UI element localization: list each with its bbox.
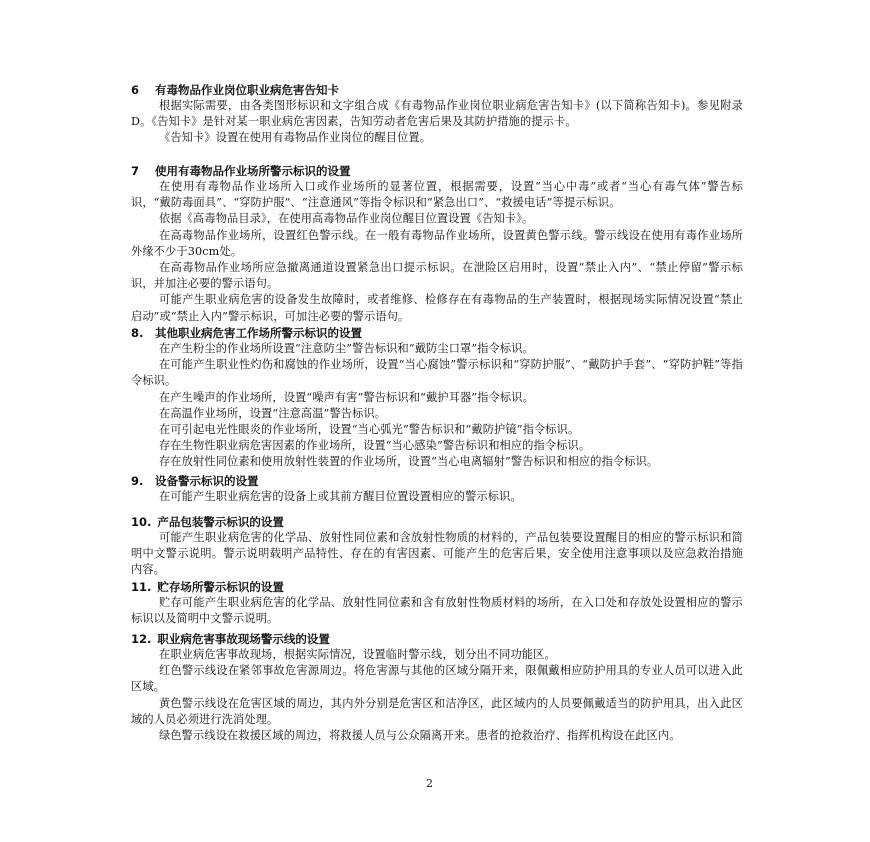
- section-heading: [131, 579, 743, 595]
- paragraph: 红色警示线设在紧邻事故危害源周边。将危害源与其他的区域分隔开来，限佩戴相应防护用具的专业人员可以进入此区域。: [131, 664, 743, 694]
- section-number: 9.: [131, 474, 144, 488]
- section-7: [131, 163, 743, 325]
- section-heading: [131, 325, 743, 341]
- section-6: [131, 82, 743, 147]
- paragraph: 在可能产生职业性灼伤和腐蚀的作业场所，设置“当心腐蚀”警示标识和“穿防护服”、“戴防护手套”、“穿防护鞋”等指令标识。: [131, 358, 743, 388]
- paragraph: 在产生粉尘的作业场所设置“注意防尘”警告标识和“戴防尘口罩”指令标识。: [159, 342, 534, 355]
- paragraph: 根据实际需要，由各类图形标识和文字组合成《有毒物品作业岗位职业病危害告知卡》(以下简称告知卡)。参见附录D。《告知卡》是针对某一职业病危害因素，告知劳动者危害后果及其防护措施的提示卡。: [131, 99, 743, 129]
- page-number: 2: [426, 777, 433, 790]
- paragraph: 可能产生职业病危害的化学品、放射性同位素和含放射性物质的材料的，产品包装要设置醒目的相应的警示标识和简明中文警示说明。警示说明载明产品特性、存在的有害因素、可能产生的危害后果，安全使用注意事项以及应急救治措施内容。: [131, 531, 743, 577]
- paragraph: 在产生噪声的作业场所，设置“噪声有害”警告标识和“戴护耳器”指令标识。: [159, 390, 534, 404]
- section-number: 12.: [131, 632, 152, 646]
- section-heading: [131, 473, 743, 489]
- section-title: 产品包装警示标识的设置: [157, 515, 284, 529]
- section-title: 使用有毒物品作业场所警示标识的设置: [155, 164, 351, 178]
- section-number: 7: [131, 164, 140, 178]
- section-number: 10.: [131, 515, 152, 529]
- section-title: 职业病危害事故现场警示线的设置: [157, 632, 330, 646]
- section-11: [131, 579, 743, 627]
- paragraph: 依据《高毒物品目录》，在使用高毒物品作业岗位醒目位置设置《告知卡》。: [159, 212, 534, 226]
- section-number: 11.: [131, 580, 152, 594]
- section-heading: [131, 82, 743, 98]
- paragraph: 在职业病危害事故现场，根据实际情况，设置临时警示线，划分出不同功能区。: [159, 648, 556, 661]
- paragraph: 在高毒物品作业场所应急撤离通道设置紧急出口提示标识。在泄险区启用时，设置“禁止入内”、“禁止停留”警示标识，并加注必要的警示语句。: [131, 261, 743, 291]
- paragraph: 贮存可能产生职业病危害的化学品、放射性同位素和含有放射性物质材料的场所，在入口处和存放处设置相应的警示标识以及简明中文警示说明。: [131, 596, 743, 626]
- section-9: [131, 473, 743, 505]
- section-title: 其他职业病危害工作场所警示标识的设置: [155, 326, 362, 340]
- paragraph: 存在放射性同位素和使用放射性装置的作业场所，设置“当心电离辐射”警告标识和相应的指令标识。: [159, 455, 659, 469]
- section-heading: [131, 631, 743, 647]
- section-title: 有毒物品作业岗位职业病危害告知卡: [155, 83, 339, 97]
- paragraph: 在使用有毒物品作业场所入口或作业场所的显著位置，根据需要，设置“当心中毒”或者“当心有毒气体”警告标识，“戴防毒面具”、“穿防护服”、“注意通风”等指令标识和“紧急出口”、“救援电话”等提示标识。: [131, 180, 743, 210]
- paragraph: 《告知卡》设置在使用有毒物品作业岗位的醒目位置。: [159, 131, 432, 145]
- paragraph: 在高温作业场所，设置“注意高温”警告标识。: [159, 406, 387, 420]
- section-number: 8.: [131, 326, 144, 340]
- paragraph: 在可能产生职业病危害的设备上或其前方醒目位置设置相应的警示标识。: [159, 490, 522, 503]
- section-12: [131, 631, 743, 744]
- paragraph: 在可引起电光性眼炎的作业场所，设置“当心弧光”警告标识和“戴防护镜”指令标识。: [159, 423, 580, 437]
- paragraph: 绿色警示线设在救援区域的周边，将救援人员与公众隔离开来。患者的抢救治疗、指挥机构设在此区内。: [159, 729, 681, 743]
- section-number: 6: [131, 83, 140, 97]
- section-10: [131, 514, 743, 579]
- paragraph: 在高毒物品作业场所，设置红色警示线。在一般有毒物品作业场所，设置黄色警示线。警示线设在使用有毒作业场所外缘不少于30cm处。: [131, 228, 743, 258]
- section-heading: [131, 163, 743, 179]
- section-heading: [131, 514, 743, 530]
- paragraph: 黄色警示线设在危害区域的周边，其内外分别是危害区和洁净区，此区域内的人员要佩戴适当的防护用具，出入此区域的人员必须进行洗消处理。: [131, 696, 743, 726]
- section-8: [131, 325, 743, 471]
- paragraph: 存在生物性职业病危害因素的作业场所，设置“当心感染”警告标识和相应的指令标识。: [159, 439, 591, 453]
- section-title: 贮存场所警示标识的设置: [157, 580, 284, 594]
- section-title: 设备警示标识的设置: [155, 474, 259, 488]
- paragraph: 可能产生职业病危害的设备发生故障时，或者维修、检修存在有毒物品的生产装置时，根据现场实际情况设置“禁止启动”或“禁止入内”警示标识，可加注必要的警示语句。: [131, 293, 743, 323]
